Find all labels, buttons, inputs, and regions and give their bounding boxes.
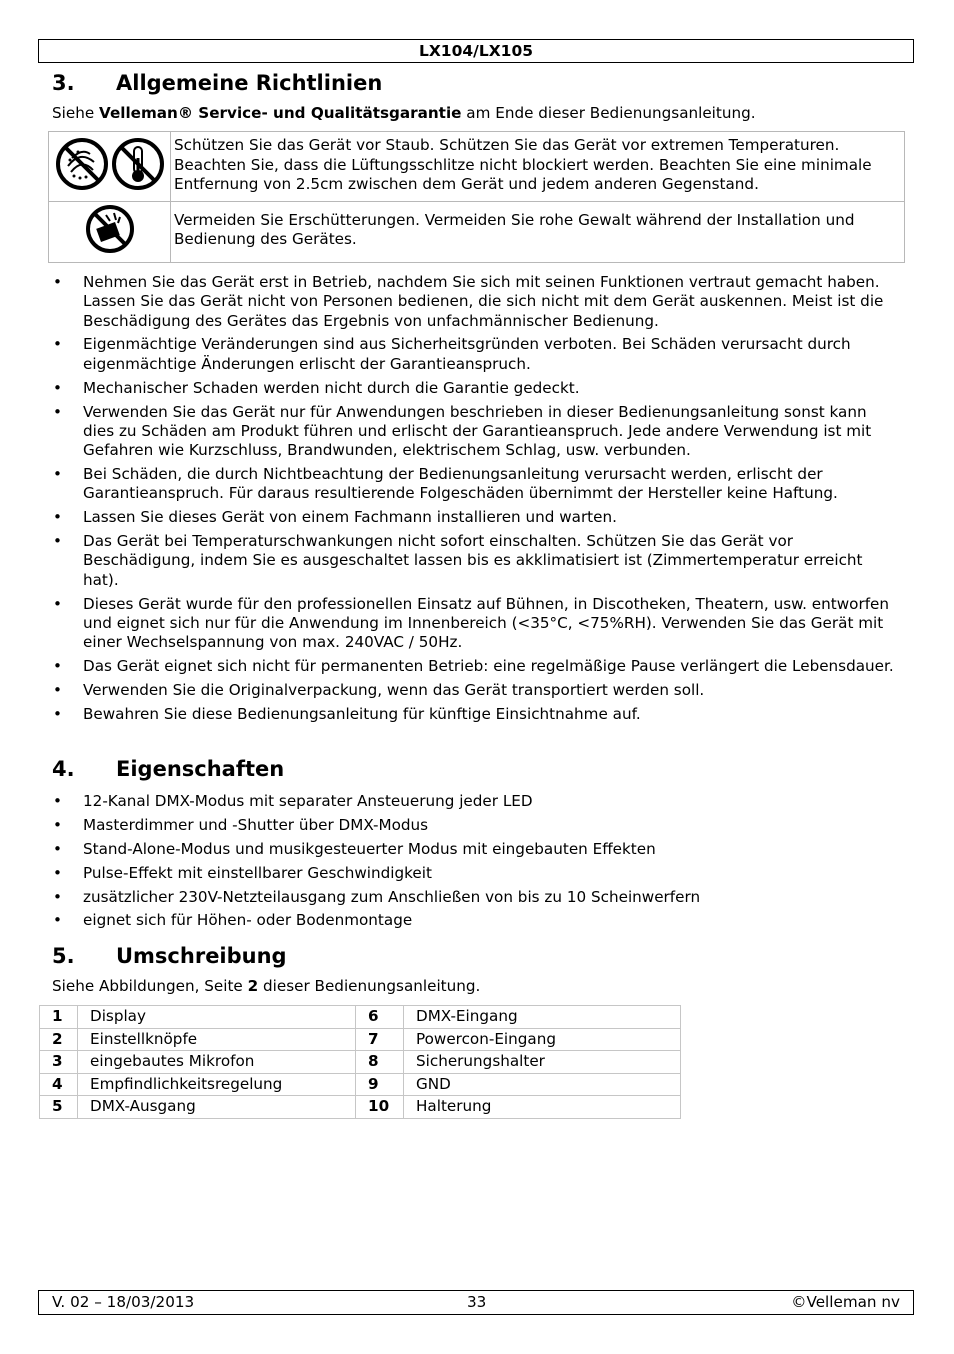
intro-text-end: am Ende dieser Bedienungsanleitung. bbox=[461, 104, 756, 122]
table-cell: GND bbox=[404, 1073, 681, 1096]
intro-text-end: dieser Bedienungsanleitung. bbox=[258, 977, 481, 995]
table-cell: DMX-Eingang bbox=[404, 1006, 681, 1029]
list-item: • Bewahren Sie diese Bedienungsanleitung für künftige Einsichtnahme auf. bbox=[52, 705, 902, 724]
footer-version: V. 02 – 18/03/2013 bbox=[52, 1293, 195, 1311]
warning-text: Vermeiden Sie Erschütterungen. Vermeiden Sie rohe Gewalt während der Installation und Bedienung des Gerätes. bbox=[171, 201, 905, 262]
footer-copyright: ©Velleman nv bbox=[791, 1293, 900, 1311]
list-item: • Bei Schäden, die durch Nichtbeachtung der Bedienungsanleitung verursacht werden, erlischt der Garantieanspruch. Für daraus resultierende Folgeschäden übernimmt der Hersteller keine Haftung. bbox=[52, 465, 902, 504]
table-cell: 4 bbox=[40, 1073, 78, 1096]
section-title: Allgemeine Richtlinien bbox=[116, 71, 383, 95]
section-3-intro bbox=[52, 103, 756, 123]
section-title: Eigenschaften bbox=[116, 757, 285, 781]
list-item: • Masterdimmer und -Shutter über DMX-Modus bbox=[52, 816, 902, 835]
warning-icons-cell bbox=[49, 201, 171, 262]
section-5-heading bbox=[52, 944, 287, 968]
list-item: • 12-Kanal DMX-Modus mit separater Ansteuerung jeder LED bbox=[52, 792, 902, 811]
page-number: 33 bbox=[467, 1293, 487, 1311]
table-cell: 5 bbox=[40, 1096, 78, 1119]
intro-text: Siehe bbox=[52, 104, 100, 122]
table-cell: 3 bbox=[40, 1051, 78, 1074]
table-row bbox=[40, 1006, 681, 1029]
section-number: 5. bbox=[52, 944, 75, 968]
warning-icons-cell bbox=[49, 132, 171, 202]
section-title: Umschreibung bbox=[116, 944, 287, 968]
section-3-heading bbox=[52, 71, 382, 95]
list-item: • Lassen Sie dieses Gerät von einem Fachmann installieren und warten. bbox=[52, 508, 902, 527]
section-number: 4. bbox=[52, 757, 75, 781]
section-5-intro bbox=[52, 976, 480, 996]
list-item: • Eigenmächtige Veränderungen sind aus Sicherheitsgründen verboten. Bei Schäden verursacht durch eigenmächtige Änderungen erlischt der Garantieanspruch. bbox=[52, 335, 902, 374]
list-item: • Verwenden Sie die Originalverpackung, wenn das Gerät transportiert werden soll. bbox=[52, 681, 902, 700]
list-item: • Nehmen Sie das Gerät erst in Betrieb, nachdem Sie sich mit seinen Funktionen vertraut gemacht haben. Lassen Sie das Gerät nicht von Personen bedienen, die sich nicht mit dem Gerät auskennen. Meist ist die Beschädigung des Gerätes das Ergebnis von unfachmännischer Bedienung. bbox=[52, 273, 902, 331]
table-cell: DMX-Ausgang bbox=[78, 1096, 356, 1119]
table-cell: Powercon-Eingang bbox=[404, 1028, 681, 1051]
list-item: • Mechanischer Schaden werden nicht durch die Garantie gedeckt. bbox=[52, 379, 902, 398]
table-cell: 7 bbox=[356, 1028, 404, 1051]
table-cell: 9 bbox=[356, 1073, 404, 1096]
section-4-heading bbox=[52, 757, 284, 781]
features-list bbox=[52, 792, 902, 935]
list-item: • eignet sich für Höhen- oder Bodenmontage bbox=[52, 911, 902, 930]
table-cell: Display bbox=[78, 1006, 356, 1029]
page-header: LX104/LX105 bbox=[38, 39, 914, 63]
table-cell: Sicherungshalter bbox=[404, 1051, 681, 1074]
table-row bbox=[40, 1073, 681, 1096]
table-cell: 6 bbox=[356, 1006, 404, 1029]
table-cell: 1 bbox=[40, 1006, 78, 1029]
section-number: 3. bbox=[52, 71, 75, 95]
table-row bbox=[40, 1096, 681, 1119]
table-cell: Halterung bbox=[404, 1096, 681, 1119]
list-item: • zusätzlicher 230V-Netzteilausgang zum Anschließen von bis zu 10 Scheinwerfern bbox=[52, 888, 902, 907]
list-item: • Verwenden Sie das Gerät nur für Anwendungen beschrieben in dieser Bedienungsanleitung sonst kann dies zu Schäden am Produkt führen und erlischt der Garantieanspruch. Jede andere Verwendung ist mit Gefahren wie Kurzschluss, Brandwunden, elektrischem Schlag, usw. verbunden. bbox=[52, 403, 902, 461]
list-item: • Stand-Alone-Modus und musikgesteuerter Modus mit eingebauten Effekten bbox=[52, 840, 902, 859]
list-item: • Das Gerät eignet sich nicht für permanenten Betrieb: eine regelmäßige Pause verlängert die Lebensdauer. bbox=[52, 657, 902, 676]
thermometer-icon bbox=[114, 140, 162, 188]
description-table bbox=[39, 1005, 681, 1119]
intro-text: Siehe Abbildungen, Seite bbox=[52, 977, 248, 995]
table-cell: Einstellknöpfe bbox=[78, 1028, 356, 1051]
intro-bold: Velleman® Service- und Qualitätsgarantie bbox=[99, 104, 462, 122]
list-item: • Dieses Gerät wurde für den professionellen Einsatz auf Bühnen, in Discotheken, Theatern, usw. entworfen und eignet sich nur für die Anwendung im Innenbereich (<35°C, <75%RH). Verwenden Sie das Gerät mit einer Wechselspannung von max. 240VAC / 50Hz. bbox=[52, 595, 902, 653]
table-cell: 2 bbox=[40, 1028, 78, 1051]
no-shock-icon bbox=[82, 203, 138, 255]
warning-table bbox=[48, 131, 905, 263]
table-cell: 8 bbox=[356, 1051, 404, 1074]
table-cell: Empfindlichkeitsregelung bbox=[78, 1073, 356, 1096]
table-row bbox=[40, 1051, 681, 1074]
warning-text: Schützen Sie das Gerät vor Staub. Schützen Sie das Gerät vor extremen Temperaturen. Beachten Sie, dass die Lüftungsschlitze nicht blockiert werden. Beachten Sie eine minimale Entfernung von 2.5cm zwischen dem Gerät und jedem anderen Gegenstand. bbox=[171, 132, 905, 202]
no-dust-icon bbox=[54, 136, 166, 192]
table-cell: eingebautes Mikrofon bbox=[78, 1051, 356, 1074]
intro-bold: 2 bbox=[247, 977, 259, 995]
table-row bbox=[40, 1028, 681, 1051]
list-item: • Pulse-Effekt mit einstellbarer Geschwindigkeit bbox=[52, 864, 902, 883]
list-item: • Das Gerät bei Temperaturschwankungen nicht sofort einschalten. Schützen Sie das Gerät vor Beschädigung, indem Sie es ausgeschaltet lassen bis es akklimatisiert ist (Zimmertemperatur erreicht hat). bbox=[52, 532, 902, 590]
page-footer bbox=[38, 1290, 914, 1315]
guidelines-list bbox=[52, 273, 902, 729]
table-cell: 10 bbox=[356, 1096, 404, 1119]
